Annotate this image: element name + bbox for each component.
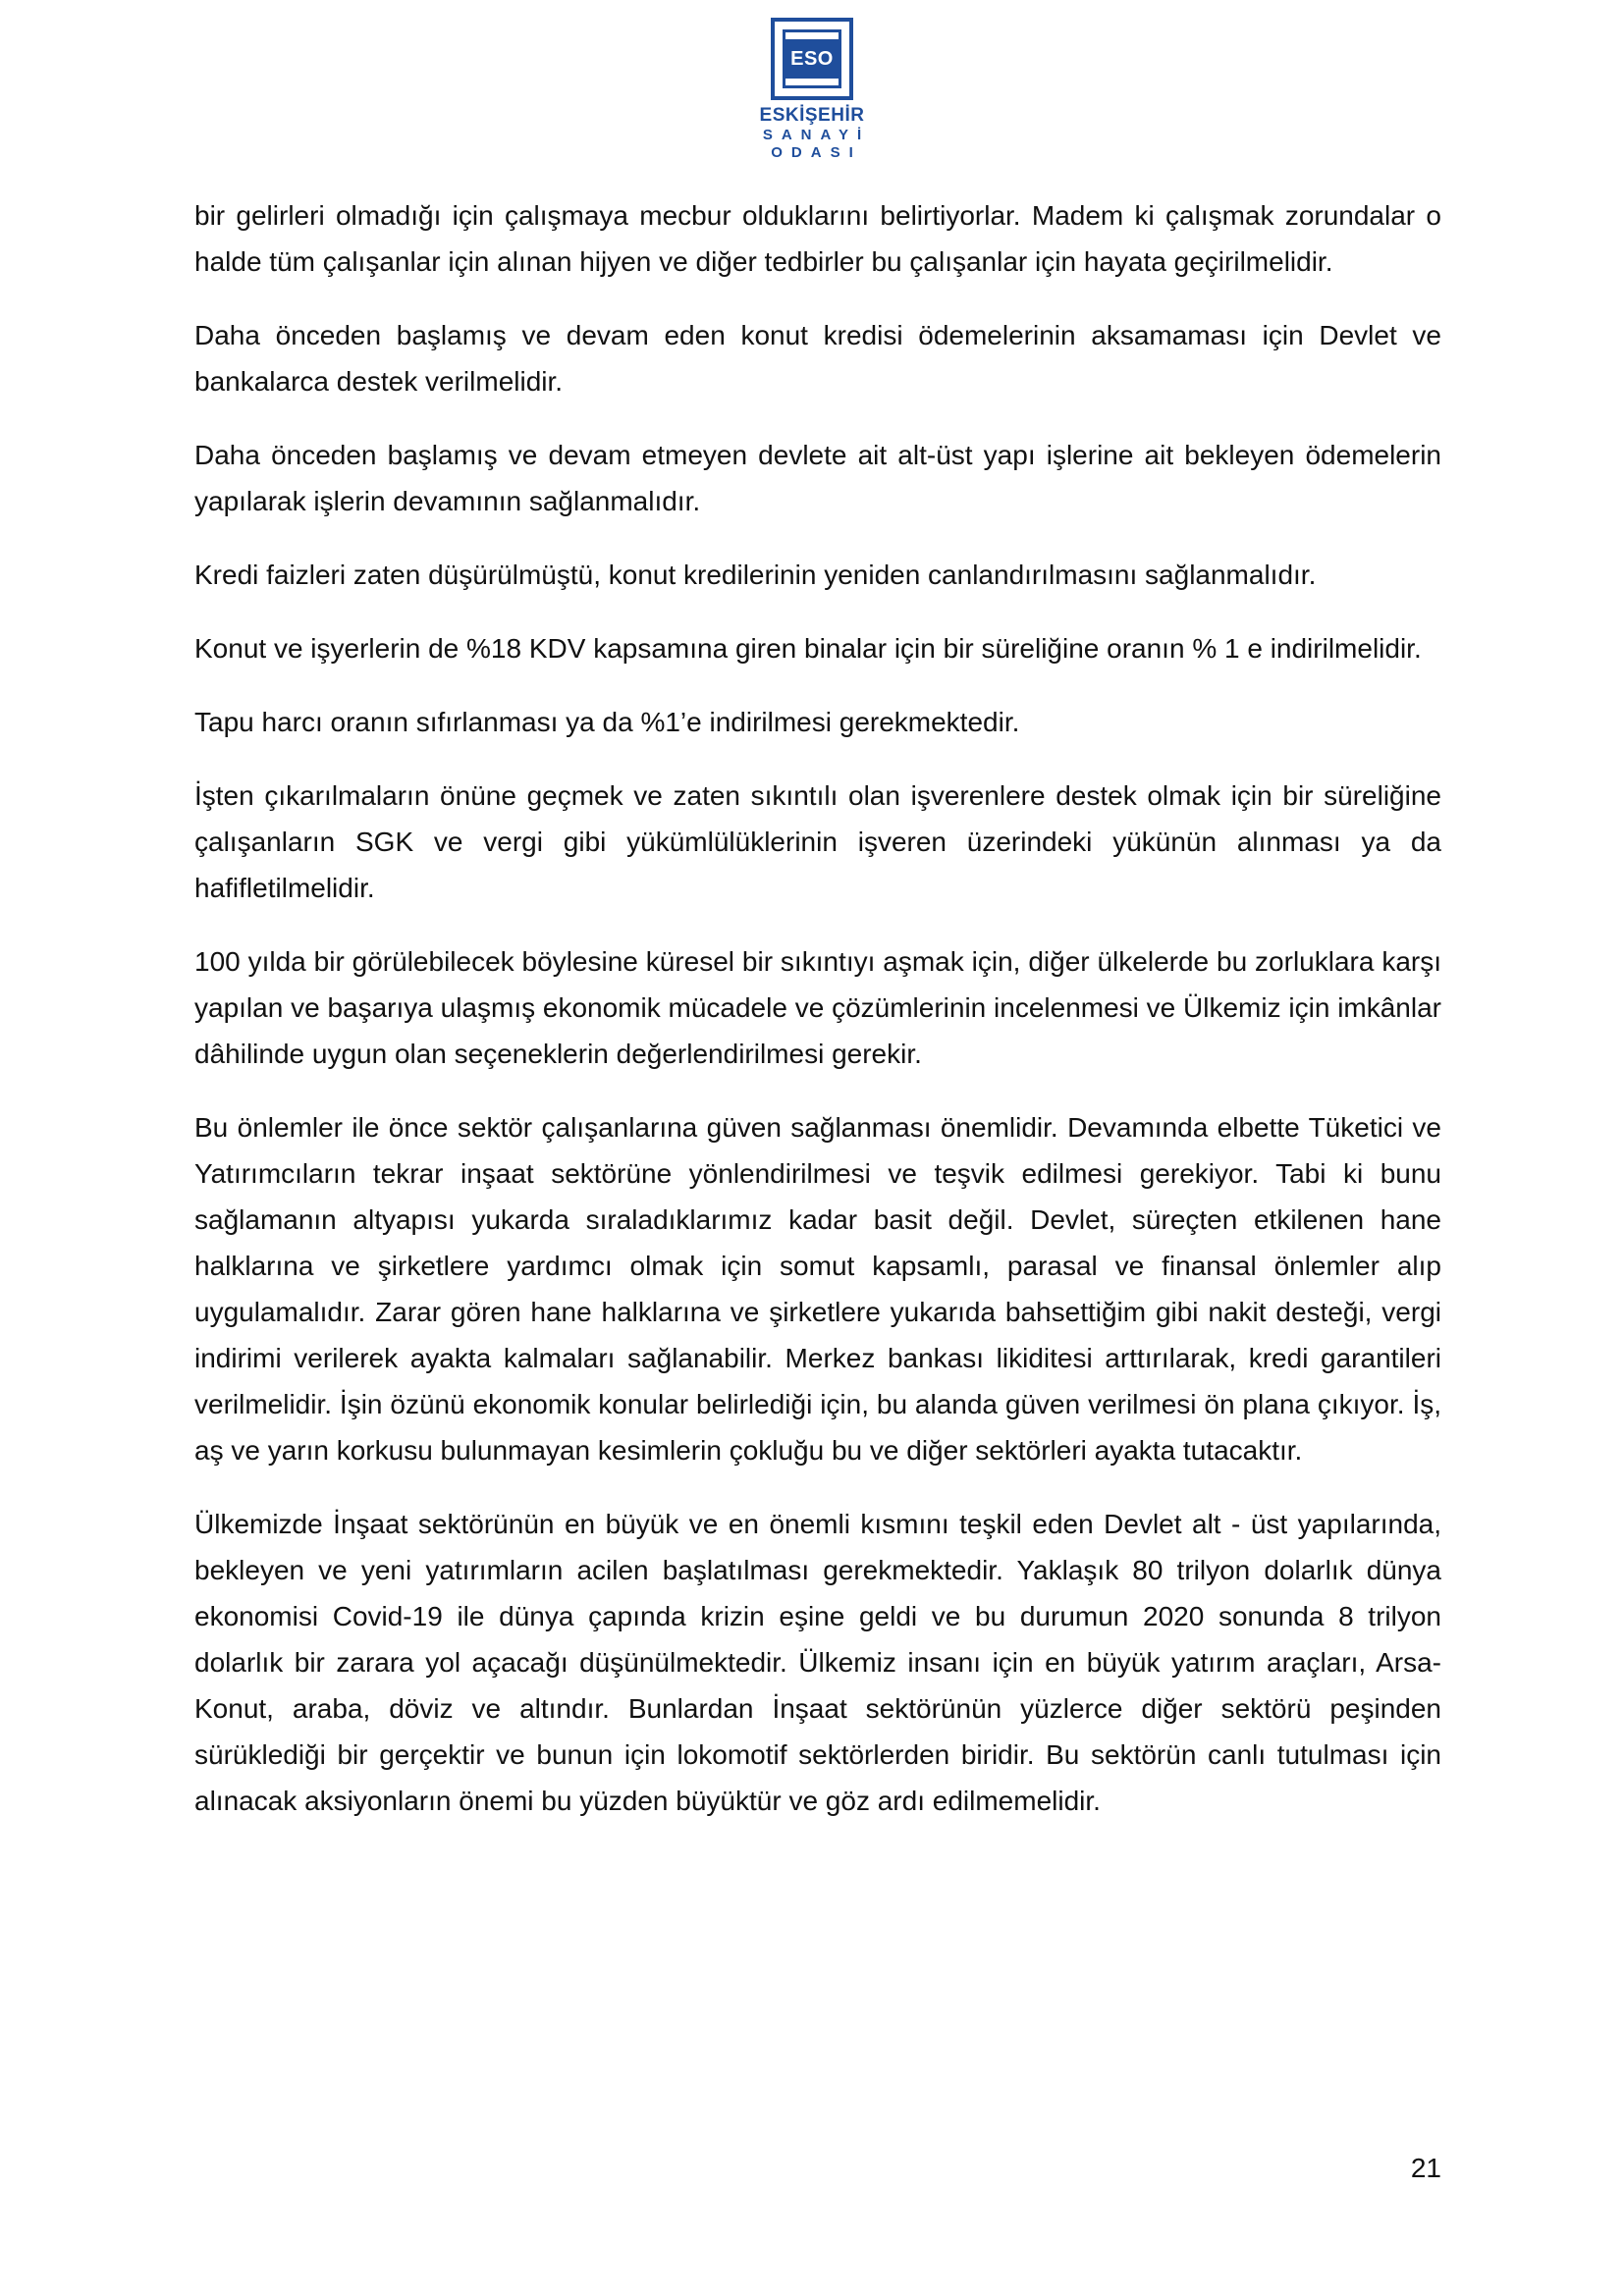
paragraph: Kredi faizleri zaten düşürülmüştü, konut kredilerinin yeniden canlandırılmasını sağlanmalıdır. (194, 560, 1317, 590)
paragraph: İşten çıkarılmaların önüne geçmek ve zaten sıkıntılı olan işverenlere destek olmak için bir süreliğine çalışanların SGK ve vergi gibi yükümlülüklerinin işveren üzerindeki yükünün alınması ya da hafifletilmelidir. (194, 780, 1441, 903)
page-number: 21 (1410, 2153, 1441, 2183)
paragraph: Konut ve işyerlerin de %18 KDV kapsamına giren binalar için bir süreliğine oranın % 1 e indirilmelidir. (194, 633, 1422, 664)
paragraph: Daha önceden başlamış ve devam etmeyen devlete ait alt-üst yapı işlerine ait bekleyen ödemelerin yapılarak işlerin devamının sağlanmalıdır. (194, 440, 1441, 516)
paragraph: Tapu harcı oranın sıfırlanması ya da %1’e indirilmesi gerekmektedir. (194, 707, 1020, 737)
logo-line-eskisehir: ESKİŞEHİR (759, 105, 865, 126)
logo-line-sanayi: SANAYİ (762, 127, 871, 143)
logo-wordmark (754, 106, 870, 160)
paragraph: 100 yılda bir görülebilecek böylesine küresel bir sıkıntıyı aşmak için, diğer ülkelerde bu zorluklara karşı yapılan ve başarıya ulaşmış ekonomik mücadele ve çözümlerinin incelenmesi ve Ülkemiz için imkânlar dâhilinde uygun olan seçeneklerin değerlendirilmesi gerekir. (194, 946, 1441, 1069)
paragraph: bir gelirleri olmadığı için çalışmaya mecbur olduklarını belirtiyorlar. Madem ki çalışmak zorundalar o halde tüm çalışanlar için alınan hijyen ve diğer tedbirler bu çalışanlar için hayata geçirilmelidir. (194, 200, 1441, 277)
logo-line-odasi: ODASI (771, 144, 862, 161)
eso-logo-icon (771, 18, 853, 100)
page-header (0, 18, 1624, 160)
paragraph: Bu önlemler ile önce sektör çalışanlarına güven sağlanması önemlidir. Devamında elbette Tüketici ve Yatırımcıların tekrar inşaat sektörüne yönlendirilmesi ve teşvik edilmesi gerekiyor. Tabi ki bunu sağlamanın altyapısı yukarda sıraladıklarımız kadar basit değil. Devlet, süreçten etkilenen hane halklarına ve şirketlere yardımcı olmak için somut kapsamlı, parasal ve finansal önlemler alıp uygulamalıdır. Zarar gören hane halklarına ve şirketlere yukarıda bahsettiğim gibi nakit desteği, vergi indirimi verilerek ayakta kalmaları sağlanabilir. Merkez bankası likiditesi arttırılarak, kredi garantileri verilmelidir. İşin özünü ekonomik konular belirlediği için, bu alanda güven verilmesi ön plana çıkıyor. İş, aş ve yarın korkusu bulunmayan kesimlerin çokluğu bu ve diğer sektörleri ayakta tutacaktır. (194, 1112, 1441, 1466)
logo-badge: ESO (785, 39, 839, 79)
document-body (194, 192, 1441, 1851)
paragraph: Ülkemizde İnşaat sektörünün en büyük ve en önemli kısmını teşkil eden Devlet alt - üst yapılarında, bekleyen ve yeni yatırımların acilen başlatılması gerekmektedir. Yaklaşık 80 trilyon dolarlık dünya ekonomisi Covid-19 ile dünya çapında krizin eşine geldi ve bu durumun 2020 sonunda 8 trilyon dolarlık bir zarara yol açacağı düşünülmektedir. Ülkemiz insanı için en büyük yatırım araçları, Arsa-Konut, araba, döviz ve altındır. Bunlardan İnşaat sektörünün yüzlerce diğer sektörü peşinden sürüklediği bir gerçektir ve bunun için lokomotif sektörlerden biridir. Bu sektörün canlı tutulması için alınacak aksiyonların önemi bu yüzden büyüktür ve göz ardı edilmemelidir. (194, 1509, 1441, 1816)
paragraph: Daha önceden başlamış ve devam eden konut kredisi ödemelerinin aksamaması için Devlet ve bankalarca destek verilmelidir. (194, 320, 1441, 397)
